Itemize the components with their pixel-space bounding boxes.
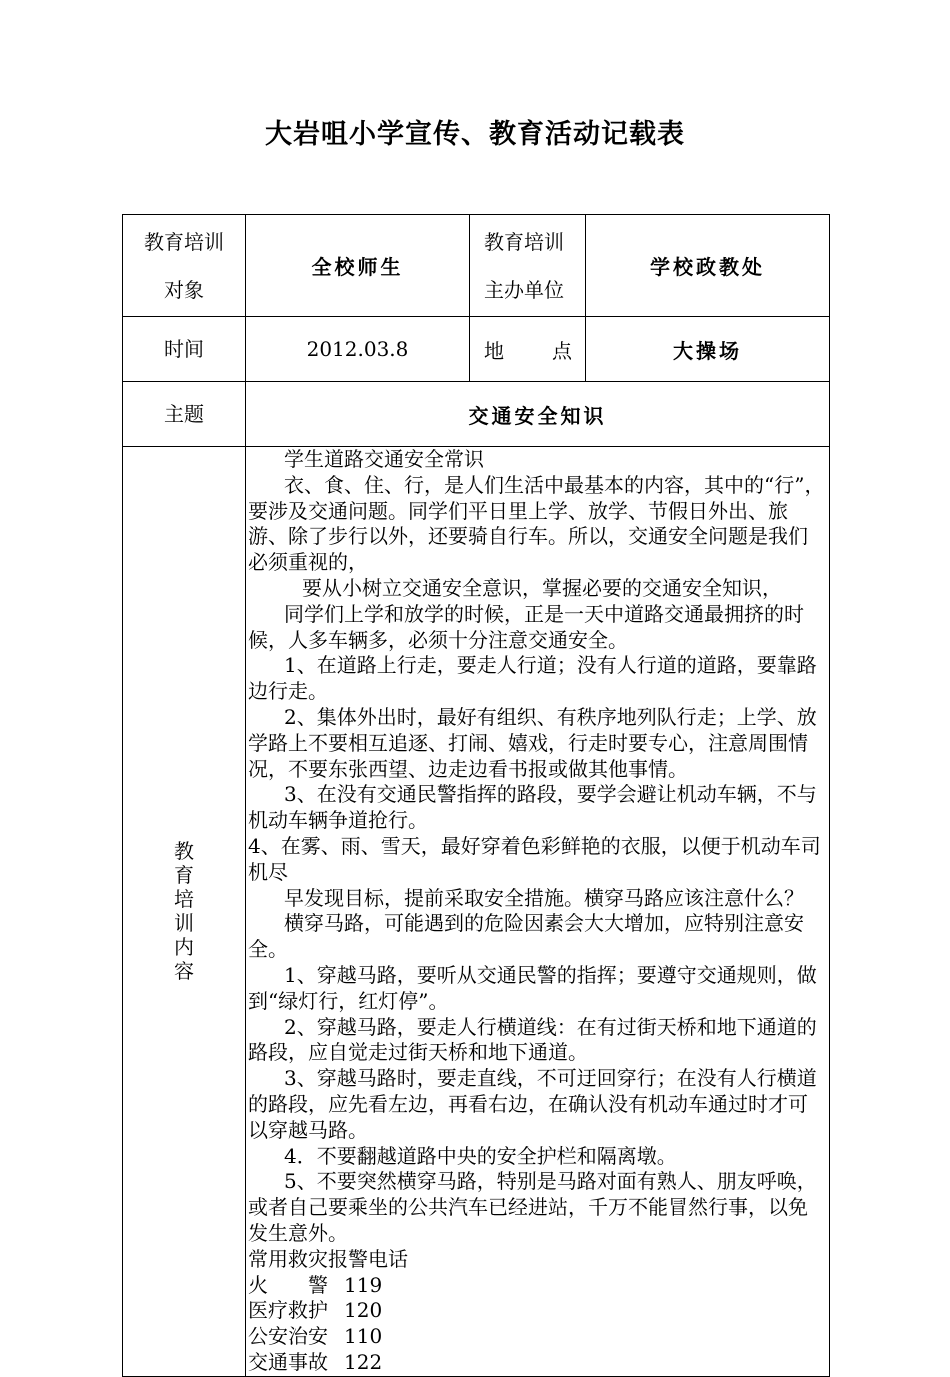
content-paragraph: 横穿马路，可能遇到的危险因素会大大增加，应特别注意安全。 (248, 911, 804, 962)
phone-number: 110 (344, 1324, 383, 1349)
content-paragraph: 4、在雾、雨、雪天，最好穿着色彩鲜艳的衣服，以便于机动车司机尽 (248, 833, 821, 884)
content-label-char: 内 (174, 935, 194, 960)
target-label-cell (123, 215, 246, 317)
place-label-cell (470, 317, 586, 382)
time-value: 2012.03.8 (246, 317, 470, 382)
theme-label: 主题 (123, 382, 246, 447)
place-value: 大操场 (586, 317, 830, 382)
content-label-char: 训 (174, 911, 194, 936)
content-paragraph: 2、集体外出时，最好有组织、有秩序地列队行走；上学、放学路上不要相互追逐、打闹、嬉戏，行走时要专心，注意周围情况，不要东张西望、边走边看书报或做其他事情。 (248, 704, 817, 781)
theme-value: 交通安全知识 (246, 382, 830, 447)
content-label-char: 容 (174, 959, 194, 984)
organizer-value: 学校政教处 (586, 215, 830, 317)
document-title: 大岩咀小学宣传、教育活动记载表 (265, 119, 685, 150)
content-label-cell (123, 447, 246, 1377)
table-row (123, 215, 830, 317)
content-paragraph: 要从小树立交通安全意识，掌握必要的交通安全知识， (302, 575, 782, 600)
phone-number: 119 (344, 1272, 383, 1297)
content-label-char: 教 (174, 839, 194, 864)
phone-row (248, 1298, 827, 1324)
content-paragraph: 1、穿越马路，要听从交通民警的指挥；要遵守交通规则，做到“绿灯行，红灯停”。 (248, 962, 817, 1013)
organizer-label-cell (470, 215, 586, 317)
content-paragraph: 1、在道路上行走，要走人行道；没有人行道的道路，要靠路边行走。 (248, 653, 817, 704)
phone-row (248, 1324, 827, 1350)
content-paragraph: 衣、食、住、行，是人们生活中最基本的内容，其中的“行”，要涉及交通问题。同学们平日里上学、放学、节假日外出、旅游、除了步行以外，还要骑自行车。所以，交通安全问题是我们必须重视的， (248, 472, 825, 575)
content-label-char: 育 (174, 863, 194, 888)
organizer-label-line1: 教育培训 (484, 229, 564, 254)
content-paragraph: 3、在没有交通民警指挥的路段，要学会避让机动车辆，不与机动车辆争道抢行。 (248, 782, 817, 833)
phone-heading: 常用救灾报警电话 (248, 1246, 408, 1271)
record-table (122, 214, 830, 1377)
content-heading: 学生道路交通安全常识 (284, 447, 484, 471)
place-label-char2: 点 (552, 338, 572, 363)
content-paragraph: 同学们上学和放学的时候，正是一天中道路交通最拥挤的时候，人多车辆多，必须十分注意交通安全。 (248, 601, 804, 652)
time-label: 时间 (123, 317, 246, 382)
phone-name: 公安治安 (248, 1324, 328, 1349)
phone-number: 122 (344, 1349, 383, 1374)
table-row (123, 447, 830, 1377)
target-value: 全校师生 (246, 215, 470, 317)
table-row (123, 317, 830, 382)
content-body (246, 447, 830, 1377)
content-label-char: 培 (174, 887, 194, 912)
content-paragraph: 早发现目标，提前采取安全措施。横穿马路应该注意什么？ (284, 885, 804, 910)
target-label-line2: 对象 (164, 277, 204, 302)
phone-name: 火 警 (248, 1272, 328, 1297)
phone-number: 120 (344, 1298, 383, 1323)
phone-row (248, 1273, 827, 1299)
content-paragraph: 5、不要突然横穿马路，特别是马路对面有熟人、朋友呼唤，或者自己要乘坐的公共汽车已经进站，千万不能冒然行事，以免发生意外。 (248, 1169, 817, 1245)
organizer-label-line2: 主办单位 (484, 277, 564, 302)
phone-name: 交通事故 (248, 1349, 328, 1374)
content-paragraph: 2、穿越马路，要走人行横道线：在有过街天桥和地下通道的路段，应自觉走过街天桥和地下通道。 (248, 1014, 817, 1065)
place-label-char1: 地 (484, 338, 504, 363)
content-paragraph: 4．不要翻越道路中央的安全护栏和隔离墩。 (284, 1143, 677, 1168)
phone-name: 医疗救护 (248, 1298, 328, 1323)
target-label-line1: 教育培训 (144, 229, 224, 254)
phone-row (248, 1350, 827, 1376)
table-row (123, 382, 830, 447)
content-paragraph: 3、穿越马路时，要走直线，不可迂回穿行；在没有人行横道的路段，应先看左边，再看右边，在确认没有机动车通过时才可以穿越马路。 (248, 1066, 817, 1142)
